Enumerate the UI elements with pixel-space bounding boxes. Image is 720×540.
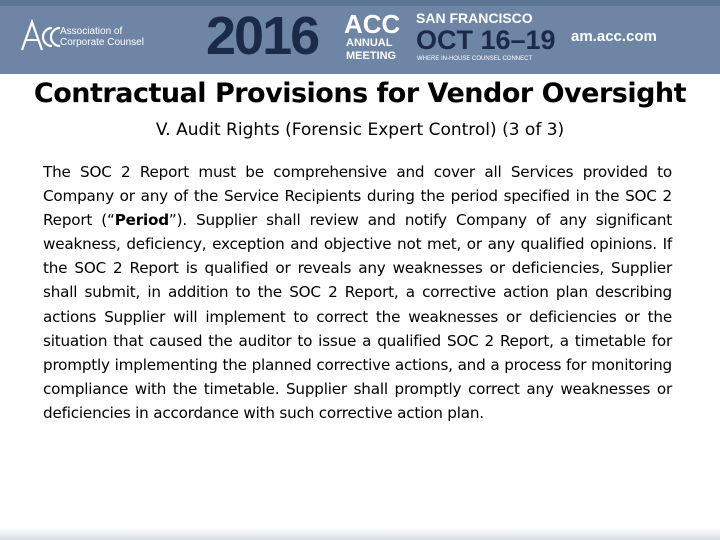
event-meeting: MEETING [346,50,397,62]
event-annual: ANNUAL [346,37,393,49]
body-defined-term: Period [114,211,169,230]
acc-logo-mark-icon [18,16,62,56]
slide-title: Contractual Provisions for Vendor Oversight [33,78,687,109]
event-year: 2016 [206,6,319,66]
body-text-part1: The SOC 2 Report must be comprehensive and cover all Services provided to Company or any of the Service Recipients during the period specified in the SOC 2 Report (“ [43,163,672,230]
event-tagline: WHERE IN-HOUSE COUNSEL CONNECT [417,56,533,62]
header-banner [0,0,720,74]
acc-logo-text [60,26,144,48]
slide-body-paragraph [43,160,672,425]
event-dates: OCT 16–19 [416,25,556,55]
event-acc: ACC [344,9,401,39]
banner-top-band [0,0,720,6]
org-name-line1: Association of [60,26,123,37]
footer-band [0,528,720,540]
acc-logo [18,16,158,56]
event-url: am.acc.com [571,28,657,45]
event-city: SAN FRANCISCO [416,10,533,26]
slide-subtitle: V. Audit Rights (Forensic Expert Control) (3 of 3) [155,120,565,140]
org-name-line2: Corporate Counsel [60,37,144,48]
body-text-part2: ”). Supplier shall review and notify Company of any significant weakness, deficiency, exception and objective not met, or any qualified opinions. If the SOC 2 Report is qualified or reveals any weaknesses or deficiencies, Supplier shall submit, in addition to the SOC 2 Report, a corrective action plan describing actions Supplier will implement to correct the weaknesses or deficiencies or the situation that caused the auditor to issue a qualified SOC 2 Report, a timetable for promptly implementing the planned corrective actions, and a process for monitoring compliance with the timetable. Supplier shall promptly correct any weaknesses or deficiencies in accordance with such corrective action plan. [43,211,672,422]
